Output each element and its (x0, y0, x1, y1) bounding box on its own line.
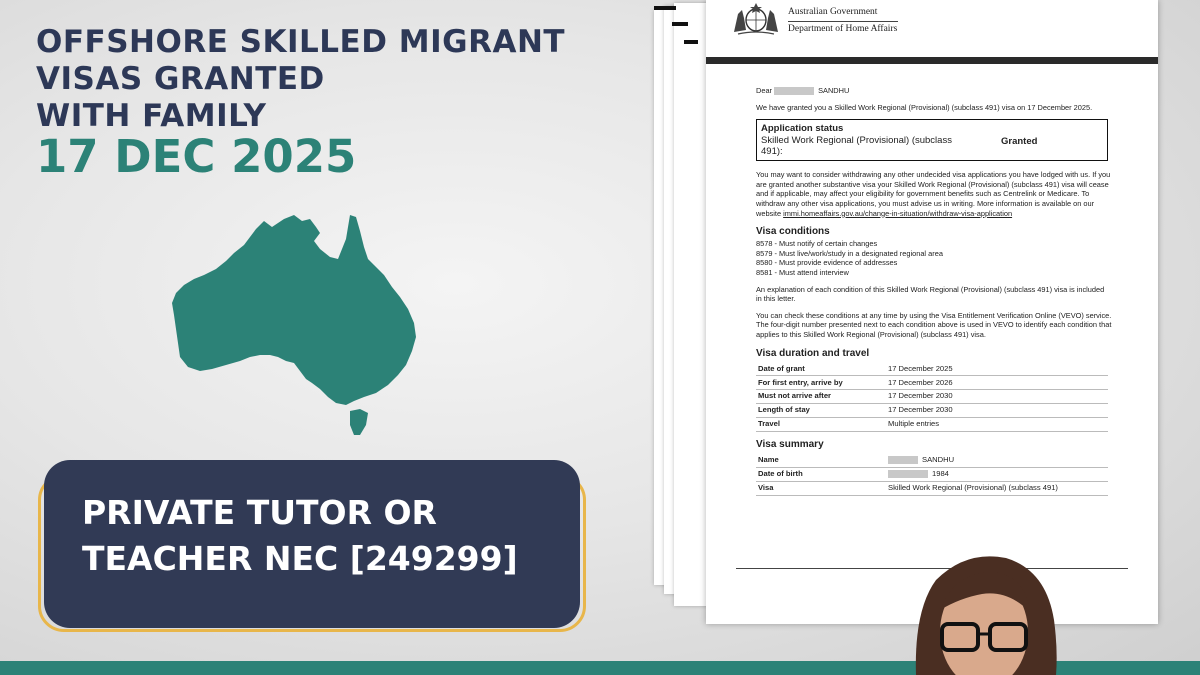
condition-item: 8581 - Must attend interview (756, 267, 849, 277)
application-status-result: Granted (1001, 136, 1038, 148)
sheet-edge-mark (684, 40, 698, 44)
condition-item: 8578 - Must notify of certain changes (756, 239, 878, 249)
duration-label: Must not arrive after (756, 390, 886, 404)
duration-value: 17 December 2030 (886, 404, 1108, 418)
presenter-photo (896, 550, 1066, 675)
coat-of-arms-icon (728, 2, 784, 36)
summary-dob-cell (886, 467, 1108, 481)
summary-name-cell (886, 454, 1108, 467)
table-row (756, 363, 1108, 376)
letterhead-divider (788, 21, 898, 22)
letterhead-department: Department of Home Affairs (788, 24, 898, 34)
salutation-name: SANDHU (818, 86, 850, 95)
application-status-box (756, 119, 1108, 161)
occupation-box (38, 460, 586, 632)
withdraw-link[interactable]: immi.homeaffairs.gov.au/change-in-situation/withdraw-visa-application (783, 208, 1013, 218)
duration-label: For first entry, arrive by (756, 376, 886, 390)
headline-line-1: OFFSHORE SKILLED MIGRANT (36, 24, 566, 60)
headline-line-2: VISAS GRANTED (36, 61, 325, 97)
redacted-first-name (774, 87, 814, 95)
occupation-title (82, 490, 562, 582)
summary-visa-label: Visa (756, 481, 886, 495)
table-row (756, 418, 1108, 432)
summary-heading: Visa summary (756, 438, 824, 450)
condition-item: 8579 - Must live/work/study in a designated regional area (756, 248, 943, 258)
conditions-list (756, 239, 1112, 277)
condition-item: 8580 - Must provide evidence of addresses (756, 258, 898, 268)
sheet-edge-mark (654, 6, 676, 10)
summary-name-label: Name (756, 454, 886, 467)
visa-grant-letter (706, 0, 1158, 624)
duration-value: 17 December 2025 (886, 363, 1108, 376)
withdraw-paragraph (756, 170, 1112, 218)
vevo-paragraph: You can check these conditions at any time by using the Visa Entitlement Verification Online (VEVO) service. The four-digit number presented next to each condition above is used in VEVO to identify each condition that applies to this Skilled Work Regional (Provisional) (subclass 491) visa. (756, 310, 1112, 339)
conditions-heading: Visa conditions (756, 226, 830, 238)
letter-top-bar (706, 57, 1158, 64)
duration-label: Length of stay (756, 404, 886, 418)
redacted-dob (888, 470, 928, 478)
table-row (756, 404, 1108, 418)
headline (36, 24, 596, 135)
salutation (756, 86, 1112, 96)
table-row (756, 390, 1108, 404)
summary-dob-value: 1984 (932, 468, 949, 478)
letter-body (756, 86, 1112, 502)
table-row (756, 454, 1108, 467)
duration-label: Travel (756, 418, 886, 432)
letterhead-government: Australian Government (788, 7, 878, 17)
salutation-prefix: Dear (756, 86, 773, 95)
grant-intro: We have granted you a Skilled Work Regional (Provisional) (subclass 491) visa on 17 December 2025. (756, 102, 1093, 112)
summary-dob-label: Date of birth (756, 467, 886, 481)
occupation-line-2: TEACHER NEC [249299] (82, 539, 518, 578)
sheet-edge-mark (672, 22, 688, 26)
redacted-name (888, 456, 918, 464)
duration-value: 17 December 2026 (886, 376, 1108, 390)
table-row (756, 376, 1108, 390)
duration-table (756, 363, 1108, 432)
withdraw-text: You may want to consider withdrawing any other undecided visa applications you have lodged with us. If you are granted another substantive visa your Skilled Work Regional (Provisional) (subclass 491) visa will cease and if applicable, may affect your eligibility for government benefits such as Centrelink or Medicare. To withdraw any other visa applications, you must advise us in writing. More information is available on our website (756, 170, 1111, 218)
headline-line-3: WITH FAMILY (36, 98, 267, 134)
summary-name-value: SANDHU (922, 455, 955, 465)
grant-date-heading: 17 DEC 2025 (36, 130, 357, 183)
table-row (756, 481, 1108, 495)
australia-map-icon (160, 205, 430, 450)
summary-table (756, 454, 1108, 496)
duration-label: Date of grant (756, 363, 886, 376)
duration-heading: Visa duration and travel (756, 347, 870, 359)
application-status-title: Application status (761, 123, 844, 135)
summary-visa-value: Skilled Work Regional (Provisional) (subclass 491) (886, 481, 1108, 495)
occupation-line-1: PRIVATE TUTOR OR (82, 493, 437, 532)
conditions-explanation: An explanation of each condition of this Skilled Work Regional (Provisional) (subclass 491) visa is included in this letter. (756, 284, 1105, 304)
duration-value: 17 December 2030 (886, 390, 1108, 404)
application-status-visa: Skilled Work Regional (Provisional) (subclass 491): (761, 135, 952, 158)
table-row (756, 467, 1108, 481)
duration-value: Multiple entries (886, 418, 1108, 432)
